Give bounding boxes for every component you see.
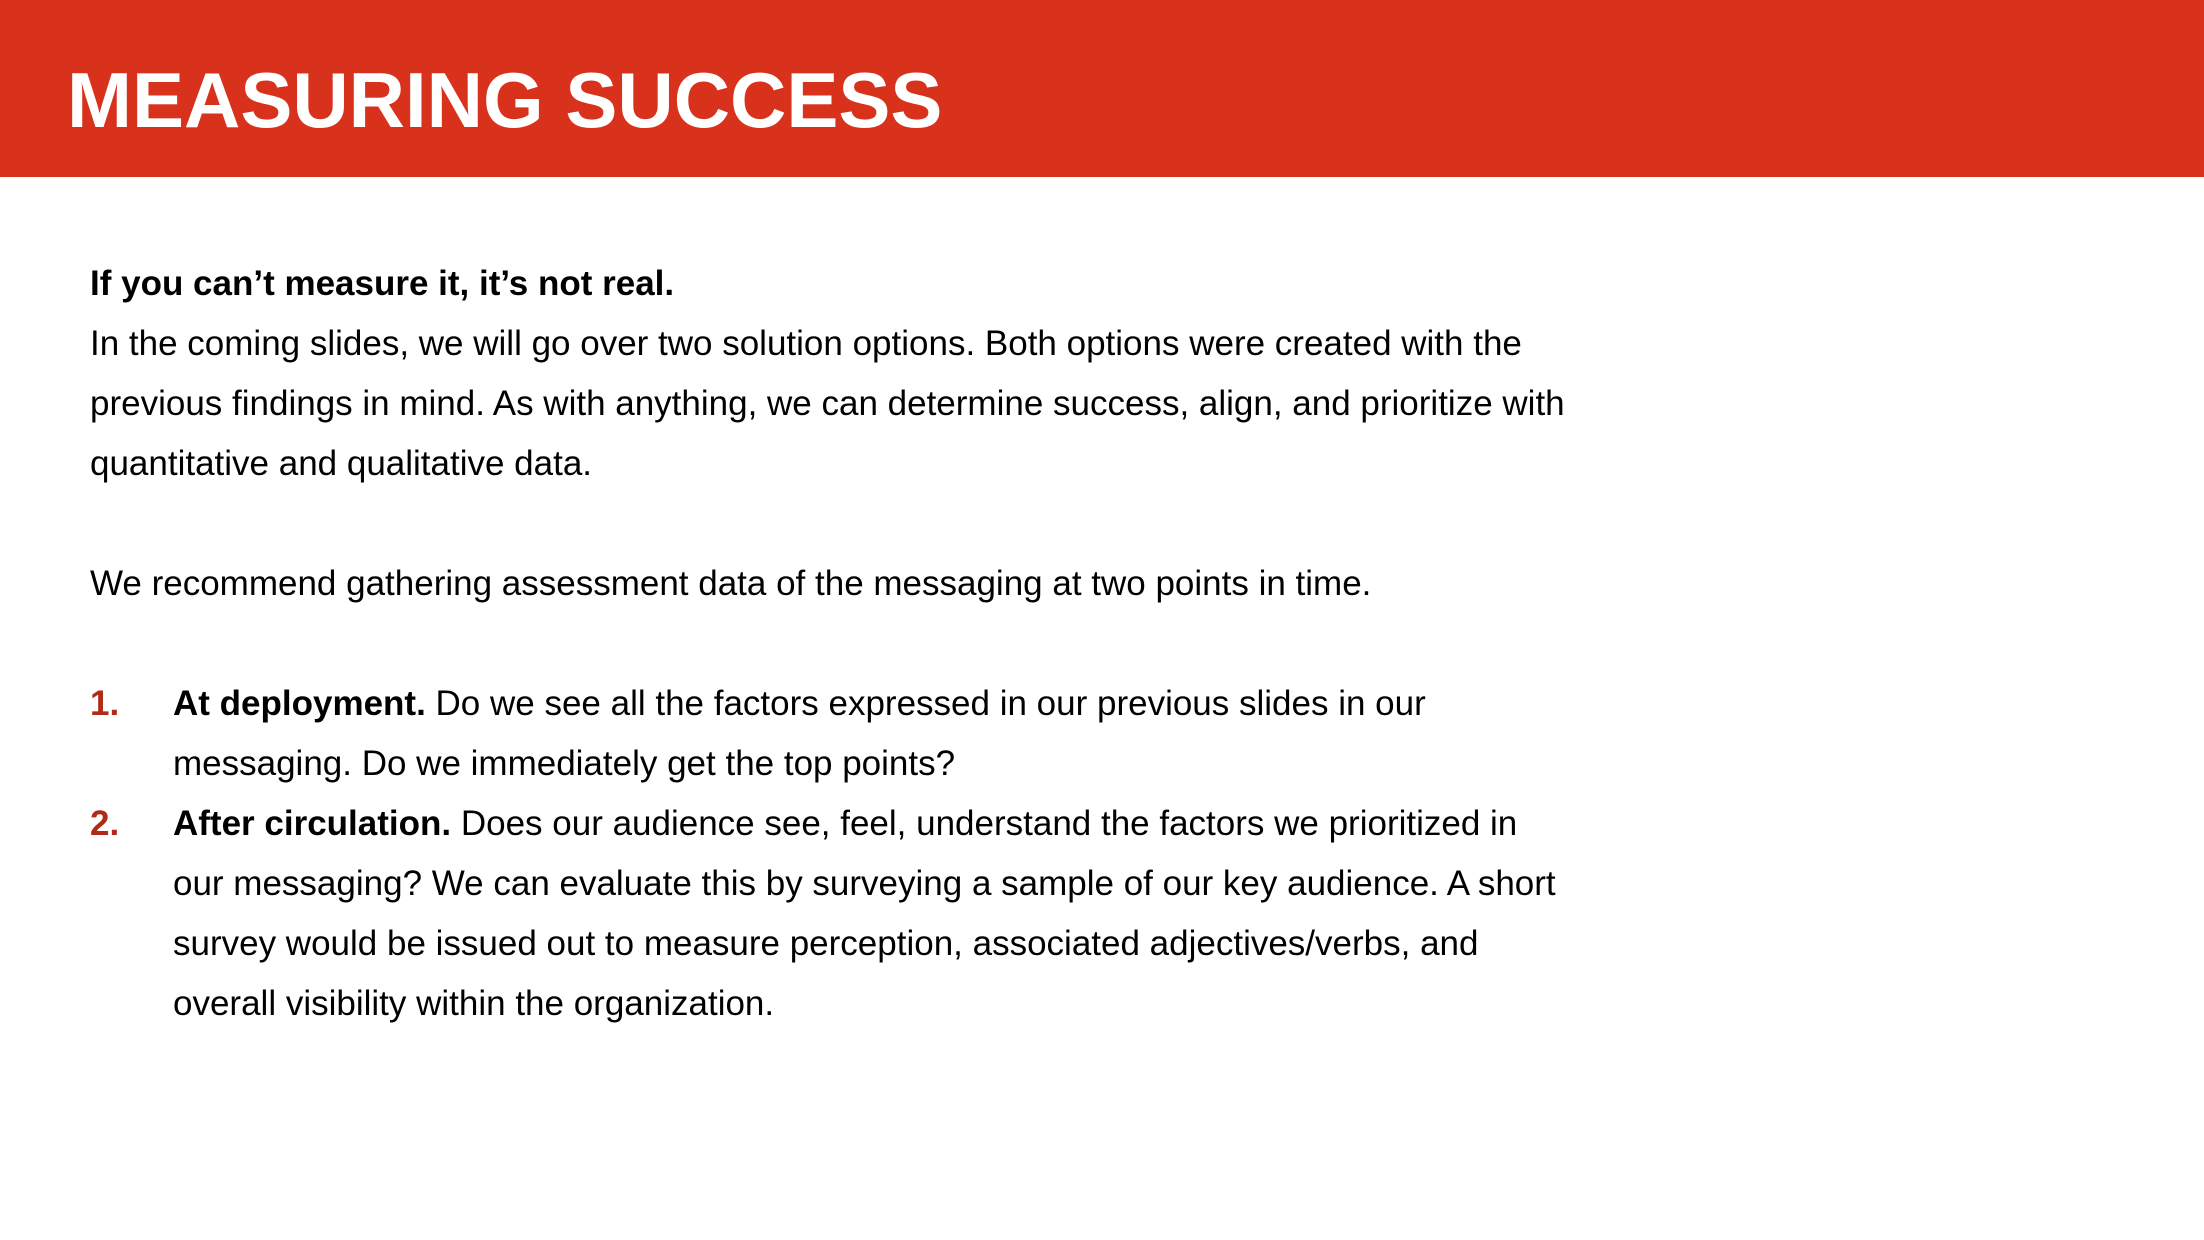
slide-body	[90, 254, 1570, 1034]
numbered-list	[90, 674, 1570, 1034]
list-item	[90, 674, 1570, 794]
list-item-title: At deployment.	[173, 684, 436, 723]
list-number: 2.	[90, 804, 120, 843]
lead-statement: If you can’t measure it, it’s not real.	[90, 264, 675, 303]
spacer	[90, 614, 1570, 674]
intro-paragraph: In the coming slides, we will go over two solution options. Both options were created with the previous findings in mind. As with anything, we can determine success, align, and prioritize with quantitative and qualitative data.	[90, 324, 1565, 483]
list-number: 1.	[90, 684, 120, 723]
list-item-text: Do we see all the factors expressed in our previous slides in our messaging. Do we immediately get the top points?	[173, 684, 1426, 783]
recommendation-paragraph: We recommend gathering assessment data of the messaging at two points in time.	[90, 564, 1372, 603]
header-band	[0, 0, 2204, 177]
list-item-text: Does our audience see, feel, understand the factors we prioritized in our messaging? We can evaluate this by surveying a sample of our key audience. A short survey would be issued out to measure perception, associated adjectives/verbs, and overall visibility within the organization.	[173, 804, 1556, 1023]
list-item	[90, 794, 1570, 1034]
slide-title: MEASURING SUCCESS	[67, 56, 943, 144]
list-item-title: After circulation.	[173, 804, 461, 843]
spacer	[90, 494, 1570, 554]
